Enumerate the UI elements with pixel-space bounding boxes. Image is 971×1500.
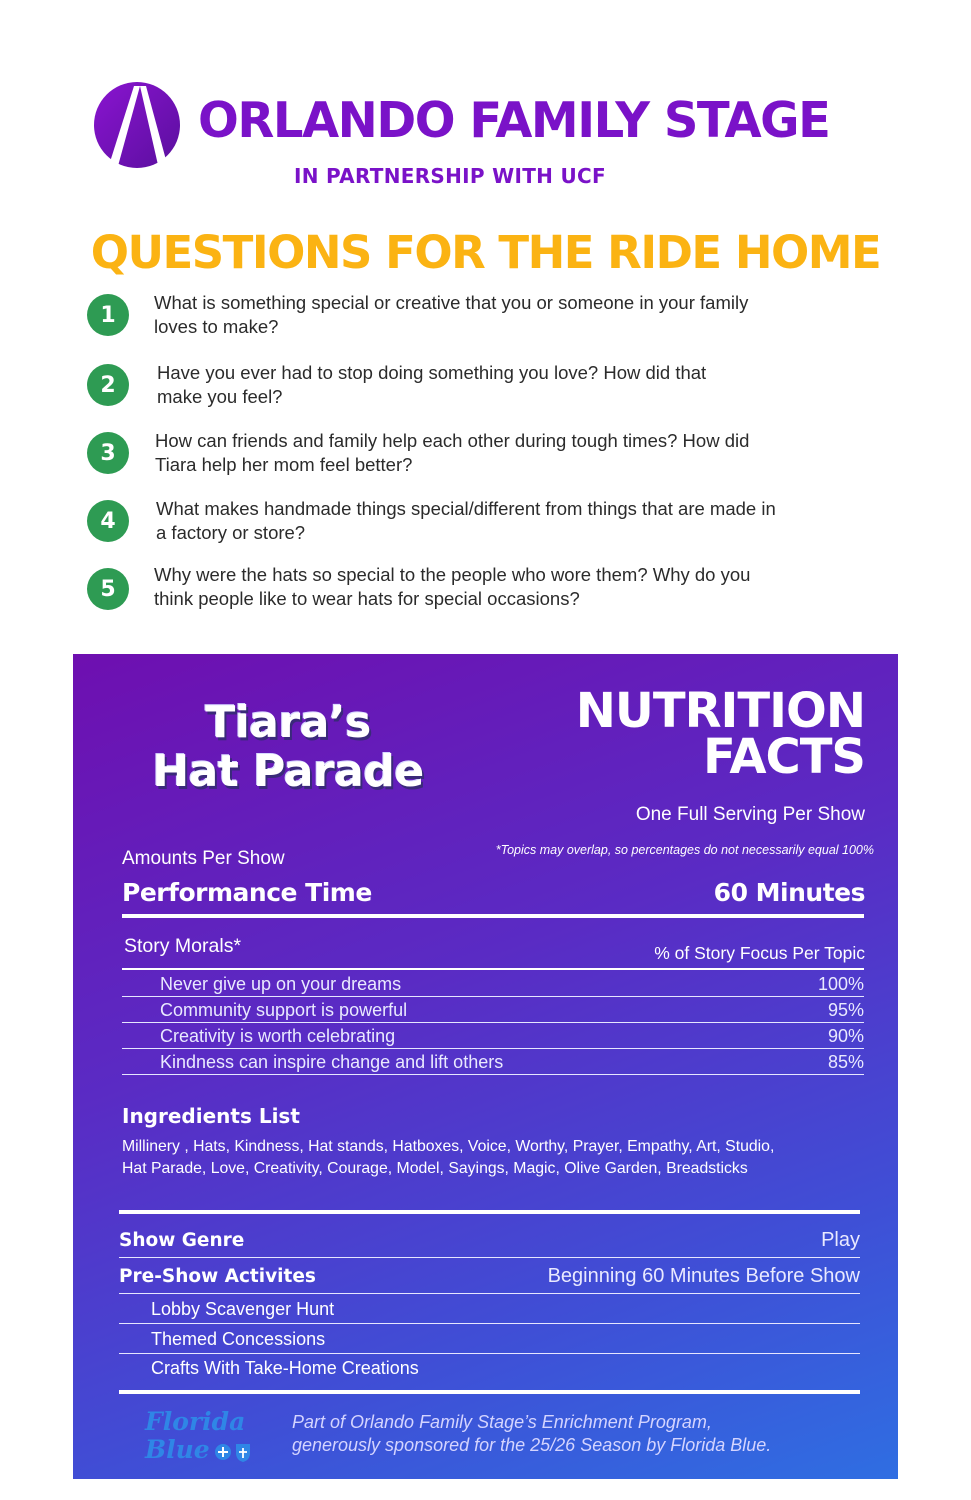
question-text: Why were the hats so special to the people who wore them? Why do you think people like to wear hats for special occasions? <box>154 564 751 609</box>
thick-divider <box>122 914 864 918</box>
question-item <box>0 564 971 628</box>
thick-divider <box>119 1390 860 1394</box>
pre-show-row: Pre-Show Activites Beginning 60 Minutes Before Show <box>119 1260 860 1294</box>
cross-shield-icon <box>214 1441 252 1463</box>
divider <box>122 968 864 970</box>
story-morals-label: Story Morals* <box>124 935 242 957</box>
org-name: ORLANDO FAMILY STAGE <box>198 92 830 149</box>
question-text: How can friends and family help each other during tough times? How did Tiara help her mom feel better? <box>155 430 750 475</box>
partnership-subtitle: IN PARTNERSHIP WITH UCF <box>294 164 606 188</box>
performance-time-value: 60 Minutes <box>713 878 865 907</box>
orlando-family-stage-logo-icon <box>94 82 180 168</box>
question-number-badge: 1 <box>87 294 129 336</box>
question-text: What makes handmade things special/different from things that are made in a factory or store? <box>156 498 776 543</box>
question-number-badge: 5 <box>87 568 129 610</box>
florida-blue-logo: Florida Blue <box>145 1408 275 1464</box>
questions-title: QUESTIONS FOR THE RIDE HOME <box>90 226 881 279</box>
question-text: What is something special or creative that you or someone in your family loves to make? <box>154 292 749 337</box>
thick-divider <box>119 1210 860 1214</box>
moral-row: Kindness can inspire change and lift others 85% <box>122 1049 864 1075</box>
performance-time-label: Performance Time <box>122 878 372 907</box>
moral-row: Never give up on your dreams 100% <box>122 971 864 997</box>
question-number-badge: 4 <box>87 500 129 542</box>
ingredients-list: Millinery , Hats, Kindness, Hat stands, Hatboxes, Voice, Worthy, Prayer, Empathy, Art, Studio, Hat Parade, Love, Creativity, Courage, Model, Sayings, Magic, Olive Garden, Breadsticks <box>122 1138 775 1177</box>
nutrition-facts-panel <box>73 654 898 1479</box>
question-number-badge: 3 <box>87 432 129 474</box>
activity-row: Crafts With Take-Home Creations <box>151 1358 419 1378</box>
show-title: Tiara’s Hat Parade <box>152 697 424 797</box>
nutrition-facts-title: NUTRITION FACTS <box>575 683 865 785</box>
show-genre-row: Show Genre Play <box>119 1224 860 1258</box>
sponsor-text: Part of Orlando Family Stage’s Enrichment Program, generously sponsored for the 25/26 Season by Florida Blue. <box>292 1412 772 1455</box>
question-number-badge: 2 <box>87 364 129 406</box>
amounts-label: Amounts Per Show <box>122 848 285 869</box>
question-item <box>0 500 971 560</box>
question-text: Have you ever had to stop doing something you love? How did that make you feel? <box>157 362 707 407</box>
activity-row: Lobby Scavenger Hunt <box>119 1295 860 1324</box>
ingredients-title: Ingredients List <box>122 1104 300 1128</box>
moral-row: Creativity is worth celebrating 90% <box>122 1023 864 1049</box>
question-item <box>0 364 971 424</box>
footnote: *Topics may overlap, so percentages do not necessarily equal 100% <box>495 843 874 857</box>
story-focus-label: % of Story Focus Per Topic <box>654 943 865 963</box>
moral-row: Community support is powerful 95% <box>122 997 864 1023</box>
serving-size: One Full Serving Per Show <box>635 804 865 825</box>
activity-row: Themed Concessions <box>119 1325 860 1354</box>
question-item <box>0 432 971 492</box>
question-item <box>0 294 971 354</box>
